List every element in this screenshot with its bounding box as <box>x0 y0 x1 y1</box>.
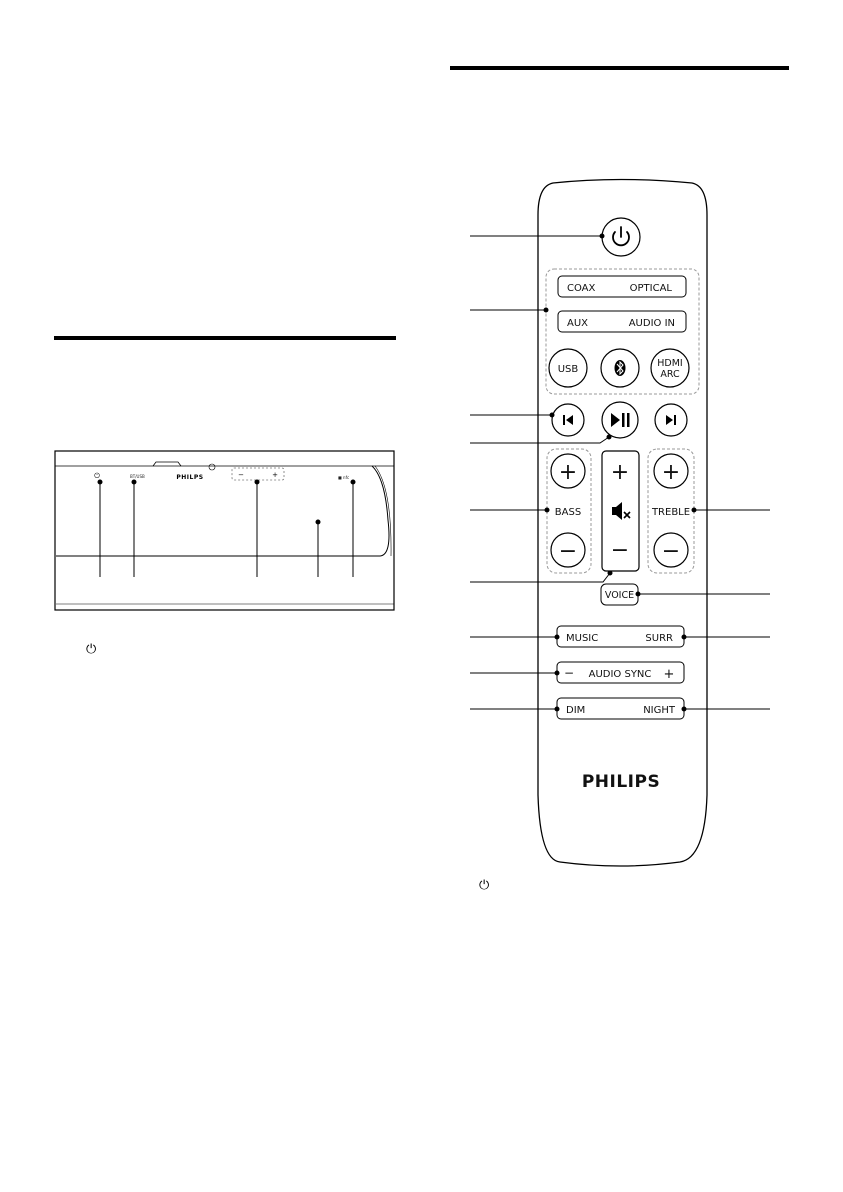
bass-plus-button[interactable] <box>551 454 585 488</box>
hdmi-label: HDMI <box>657 358 683 369</box>
soundbar-source-label: BT/USB <box>130 474 145 479</box>
bass-minus-label: − <box>558 539 578 564</box>
bass-label: BASS <box>554 507 582 518</box>
aux-label: AUX <box>567 318 589 329</box>
volume-minus-label: − <box>610 538 630 563</box>
volume-rocker[interactable] <box>602 451 639 571</box>
audio-sync-button[interactable] <box>557 662 684 683</box>
next-button[interactable] <box>655 404 687 436</box>
usb-label: USB <box>557 364 579 375</box>
voice-label: VOICE <box>604 590 635 601</box>
previous-button[interactable] <box>552 404 584 436</box>
bluetooth-icon <box>615 360 626 376</box>
power-note-icon-remote: ⏻ <box>479 878 490 893</box>
soundbar-brand: PHILPS <box>176 474 204 481</box>
music-label: MUSIC <box>566 633 599 644</box>
hdmi-arc-button[interactable] <box>651 349 689 387</box>
remote-power-button[interactable] <box>602 218 640 256</box>
treble-plus-button[interactable] <box>654 454 688 488</box>
coax-optical-button[interactable] <box>558 276 686 297</box>
bass-minus-button[interactable] <box>551 533 585 567</box>
bass-plus-label: + <box>558 460 578 485</box>
remote-brand-logo: PHILIPS <box>581 772 661 792</box>
night-label: NIGHT <box>643 705 675 716</box>
treble-minus-label: − <box>661 539 681 564</box>
usb-button[interactable] <box>549 349 587 387</box>
treble-minus-button[interactable] <box>654 533 688 567</box>
volume-plus-label: + <box>610 460 630 485</box>
play-pause-button[interactable] <box>602 402 638 438</box>
audio-sync-minus-label: − <box>563 666 575 680</box>
soundbar-volume-minus: − <box>238 471 244 479</box>
soundbar-volume-plus: + <box>272 471 278 479</box>
treble-label: TREBLE <box>651 507 691 518</box>
music-surr-button[interactable] <box>557 626 684 647</box>
power-note-icon: ⏻ <box>86 642 97 657</box>
optical-label: OPTICAL <box>629 283 672 294</box>
audio-in-label: AUDIO IN <box>628 318 675 329</box>
surr-label: SURR <box>645 633 673 644</box>
dim-label: DIM <box>566 705 586 716</box>
coax-label: COAX <box>567 283 596 294</box>
arc-label: ARC <box>660 369 680 380</box>
audio-sync-label: AUDIO SYNC <box>588 669 652 680</box>
audio-sync-plus-label: + <box>663 667 675 682</box>
aux-audioin-button[interactable] <box>558 311 686 332</box>
dim-night-button[interactable] <box>557 698 684 719</box>
voice-button[interactable] <box>601 584 638 605</box>
bluetooth-button[interactable] <box>601 349 639 387</box>
soundbar-power-icon: ⏻ <box>94 472 100 480</box>
treble-plus-label: + <box>661 460 681 485</box>
soundbar-nfc-label: ■ nfc <box>338 475 350 480</box>
